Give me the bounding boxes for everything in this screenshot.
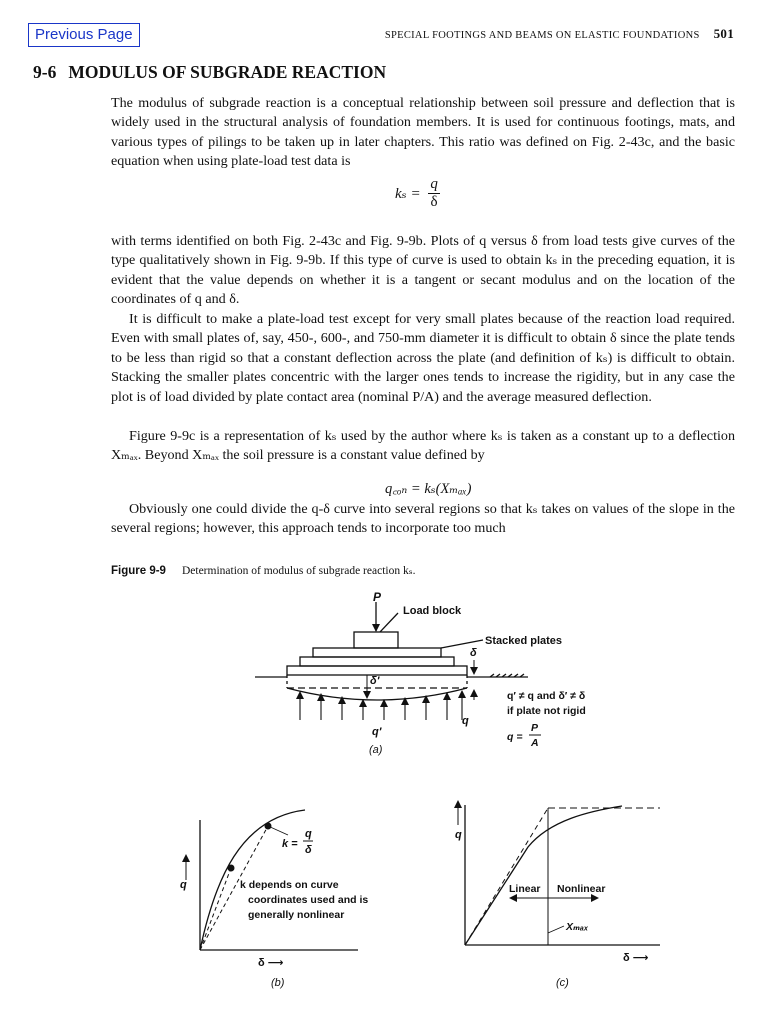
equation-qcon-text: q꜀ₒₙ = kₛ(Xₘₐₓ) [385, 481, 472, 497]
stacked-plate-2 [300, 657, 454, 666]
equation-ks-lhs: kₛ = [395, 186, 421, 202]
deflected-shape [287, 688, 467, 700]
panel-c-labels [455, 829, 649, 989]
panel-b-secant-1 [200, 826, 268, 950]
eq-q-p: P [531, 722, 539, 734]
panel-b-note-1: k depends on curve [240, 879, 339, 891]
panel-c-curve [465, 806, 622, 945]
running-head [385, 26, 734, 42]
panel-b-k-leader [268, 826, 288, 835]
equation-qcon [385, 478, 471, 498]
panel-b-secant-2 [200, 868, 231, 950]
section-title [33, 62, 386, 83]
label-q: q [462, 715, 469, 727]
panel-c-xmax-label: Xₘₐₓ [566, 921, 589, 933]
panel-b-k-num: q [305, 828, 312, 840]
label-stacked-plates: Stacked plates [485, 635, 563, 647]
paragraph-2: with terms identified on both Fig. 2-43c and Fig. 9-9b. Plots of q versus δ from load tests give curves of the type qualitatively shown in Fig. 9-9b. If this type of curve is used to obtain kₛ in the preceding equation, it is evident that the value depends on whether it is a tangent or secant modulus and on the location of the coordinates of q and δ. [111, 233, 735, 308]
note-not-rigid: if plate not rigid [507, 705, 586, 717]
eq-q-lhs: q = [507, 731, 523, 743]
ground-hatch [490, 674, 524, 677]
load-block-leader [380, 613, 398, 632]
eq-q-a: A [531, 737, 539, 749]
panel-c [458, 801, 660, 945]
panel-b-point-1 [265, 823, 272, 830]
panel-c-x-label: δ ⟶ [623, 952, 649, 964]
pressure-arrows [300, 691, 462, 720]
panel-b-note-3: generally nonlinear [248, 909, 345, 921]
panel-a-labels [369, 590, 586, 756]
panel-c-xmax-leader [548, 926, 564, 933]
panel-c-linear-ext [465, 808, 548, 945]
panel-b-curve [200, 810, 305, 950]
equation-ks-numerator: q [430, 176, 438, 192]
equation-ks-denominator: δ [430, 194, 438, 210]
label-delta: δ [470, 647, 477, 659]
panel-b-k-den: δ [305, 844, 312, 856]
load-block [354, 632, 398, 648]
panel-b-k-lhs: k = [282, 838, 298, 850]
equation-ks [395, 176, 440, 211]
paragraph-1: The modulus of subgrade reaction is a conceptual relationship between soil pressure and deflection that is widely used in the structural analysis of foundation members. It is used for continuous footings, mats, and various types of pilings to be taken up in later chapters. This ratio was defined on Fig. 2-43c, and the basic equation when using plate-load test data is [111, 95, 735, 170]
previous-page-button[interactable]: Previous Page [28, 23, 140, 47]
panel-b-note-2: coordinates used and is [248, 894, 369, 906]
stacked-plate-3 [287, 666, 467, 675]
section-number: 9-6 [33, 62, 57, 82]
note-q-not-equal: q′ ≠ q and δ′ ≠ δ [507, 690, 586, 702]
panel-b-x-label: δ ⟶ [258, 957, 284, 969]
panel-b [186, 810, 358, 950]
panel-c-y-label: q [455, 829, 462, 841]
paragraph-3: It is difficult to make a plate-load test except for very small plates because of the reaction load required. Even with small plates of, say, 450-, 600-, and 750-mm diameter it is difficult to obtain δ since the plate tends to be less than rigid so that a constant deflection across the plate (and definition of kₛ) is difficult to obtain. Stacking the smaller plates concentric with the larger ones tends to increase the rigidity, but in any case the plot is of load divided by plate contact area (nominal P/A) and the average measured deflection. [111, 311, 735, 405]
running-title: SPECIAL FOOTINGS AND BEAMS ON ELASTIC FOUNDATIONS [384, 30, 700, 41]
panel-a-tag: (a) [369, 744, 383, 756]
stacked-plate-1 [313, 648, 441, 657]
figure-label: Figure 9-9 [111, 565, 166, 577]
panel-c-linear-label: Linear [509, 883, 541, 895]
label-delta-prime: δ′ [370, 675, 380, 687]
panel-c-nonlinear-label: Nonlinear [557, 883, 606, 895]
label-load-block: Load block [403, 605, 462, 617]
panel-b-point-2 [228, 865, 235, 872]
label-p: P [373, 590, 382, 604]
panel-b-tag: (b) [271, 977, 285, 989]
page-number: 501 [713, 26, 734, 41]
panel-c-tag: (c) [556, 977, 569, 989]
section-heading: MODULUS OF SUBGRADE REACTION [68, 62, 387, 82]
label-q-prime: q′ [372, 726, 382, 738]
panel-a [255, 602, 528, 720]
figure-caption-text: Determination of modulus of subgrade reaction kₛ. [181, 565, 416, 577]
figure-caption [111, 563, 415, 577]
panel-b-labels [180, 823, 368, 990]
paragraph-5: Obviously one could divide the q-δ curve into several regions so that kₛ takes on values of the slope in the several regions; however, this approach tends to incorporate too much [111, 501, 735, 537]
panel-b-y-label: q [180, 879, 187, 891]
stacked-plates-leader [441, 640, 483, 648]
paragraph-4: Figure 9-9c is a representation of kₛ used by the author where kₛ is taken as a constant up to a deflection Xₘₐₓ. Beyond Xₘₐₓ the soil pressure is a constant value defined by [111, 428, 735, 464]
